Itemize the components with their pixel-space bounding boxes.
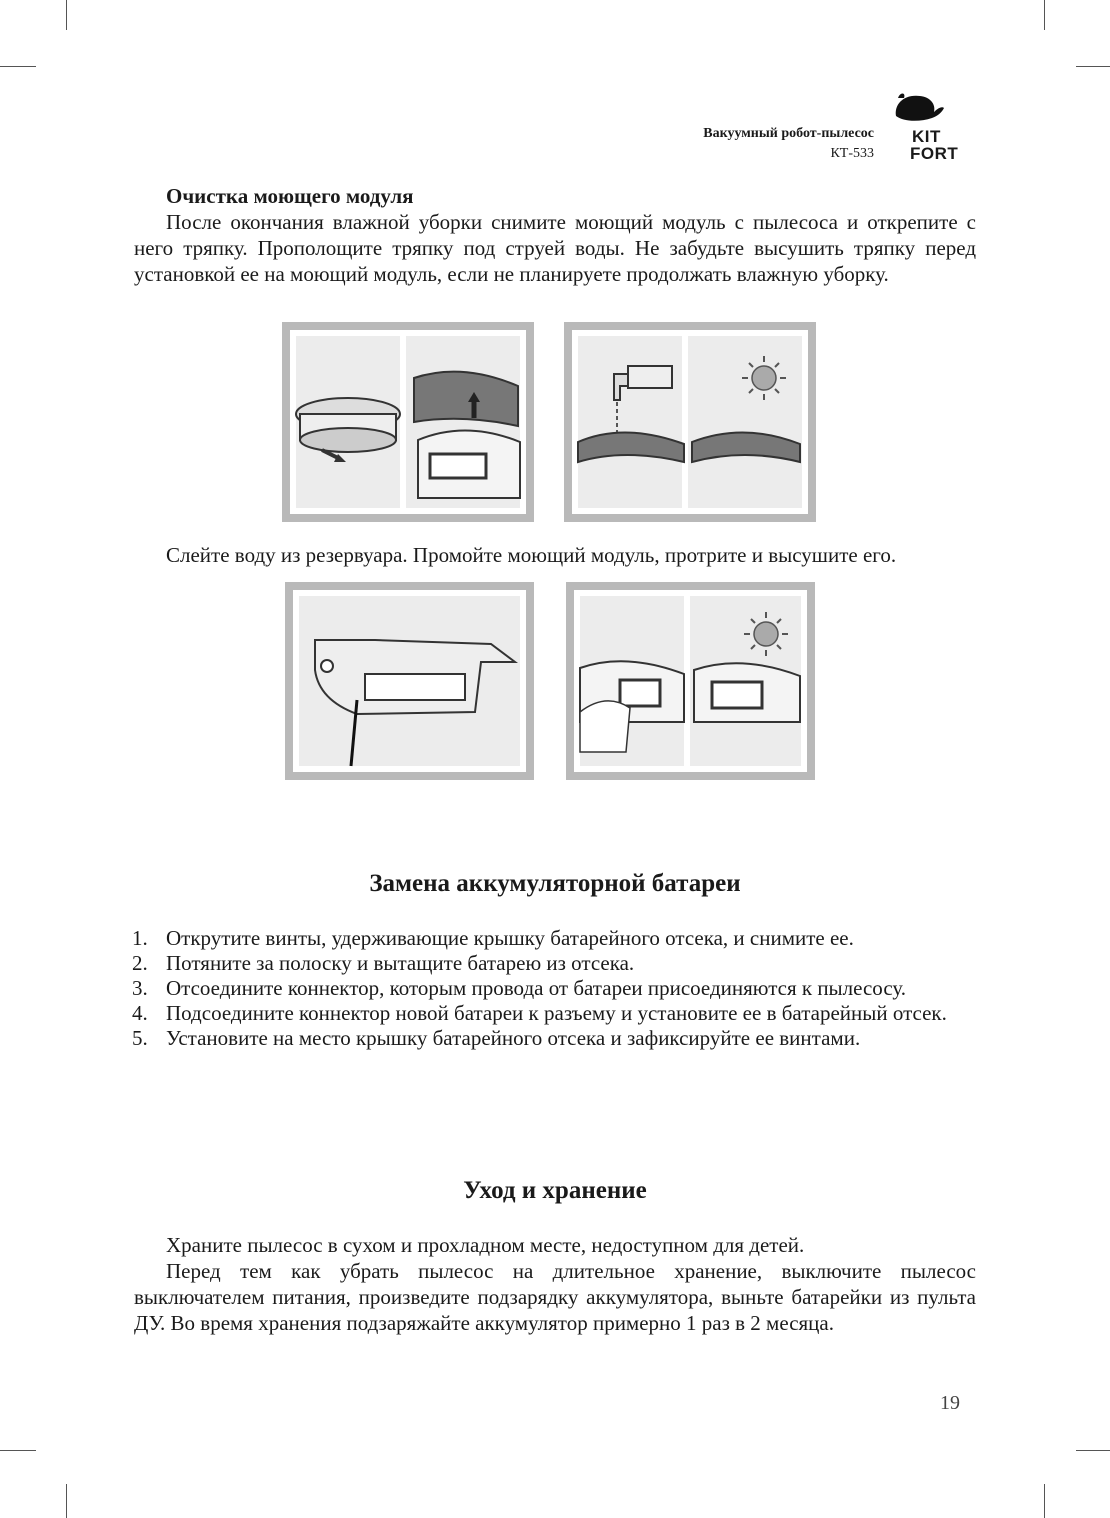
- logo-text: [910, 128, 958, 162]
- battery-section-title: Замена аккумуляторной батареи: [369, 870, 741, 897]
- illustration-wipe-dry-module: [566, 582, 815, 780]
- storage-paragraph-2: Перед тем как убрать пылесос на длительное хранение, выключите пылесос выключателем питания, произведите подзарядку аккумулятора, выньте батарейки из пульта ДУ. Во время хранения подзаряжайте аккумулятор примерно 1 раз в 2 месяца.: [134, 1259, 976, 1335]
- list-item: 3. Отсоедините коннектор, которым провода от батареи присоединяются к пылесосу.: [132, 976, 907, 1000]
- crop-mark: [66, 1484, 67, 1518]
- crop-mark: [1076, 1450, 1110, 1451]
- crop-mark: [0, 66, 36, 67]
- battery-steps-list: [128, 926, 948, 1051]
- logo-line-1: KIT: [912, 127, 941, 146]
- logo-line-2: FORT: [910, 144, 959, 163]
- section-heading: Очистка моющего модуля: [166, 184, 414, 208]
- wipe-dry-illustration: [566, 582, 815, 780]
- illustration-drain-tank: [285, 582, 534, 780]
- whale-icon: [890, 88, 970, 128]
- list-item: 5. Установите на место крышку батарейного отсека и зафиксируйте ее винтами.: [132, 1026, 861, 1050]
- crop-mark: [66, 0, 67, 30]
- storage-section-title: Уход и хранение: [463, 1177, 647, 1204]
- header-title: Вакуумный робот-пылесос: [703, 126, 874, 141]
- crop-mark: [1044, 0, 1045, 30]
- header-model: КТ-533: [830, 146, 874, 161]
- list-item: 2. Потяните за полоску и вытащите батарею из отсека.: [132, 951, 635, 975]
- caption-drain-water: Слейте воду из резервуара. Промойте моющий модуль, протрите и высушите его.: [166, 543, 897, 567]
- page-number: 19: [940, 1392, 960, 1414]
- crop-mark: [0, 1450, 36, 1451]
- page-header: [703, 124, 874, 164]
- list-item: 1. Открутите винты, удерживающие крышку батарейного отсека, и снимите ее.: [132, 926, 854, 950]
- crop-mark: [1076, 66, 1110, 67]
- crop-mark: [1044, 1484, 1045, 1518]
- illustration-remove-module: [282, 322, 534, 522]
- cleaning-module-section: [134, 183, 976, 287]
- robot-module-illustration: [282, 322, 534, 522]
- storage-paragraph-1: Храните пылесос в сухом и прохладном месте, недоступном для детей.: [166, 1233, 805, 1257]
- rinse-dry-illustration: [564, 322, 816, 522]
- section-paragraph: После окончания влажной уборки снимите моющий модуль с пылесоса и открепите с него тряпку. Прополощите тряпку под струей воды. Не забудьте высушить тряпку перед установкой ее на моющий модуль, если не планируете продолжать влажную уборку.: [134, 210, 976, 286]
- tank-illustration: [285, 582, 534, 780]
- list-item: 4. Подсоедините коннектор новой батареи к разъему и установите ее в батарейный отсек.: [132, 1001, 947, 1025]
- storage-section: [134, 1232, 976, 1336]
- illustration-rinse-dry-cloth: [564, 322, 816, 522]
